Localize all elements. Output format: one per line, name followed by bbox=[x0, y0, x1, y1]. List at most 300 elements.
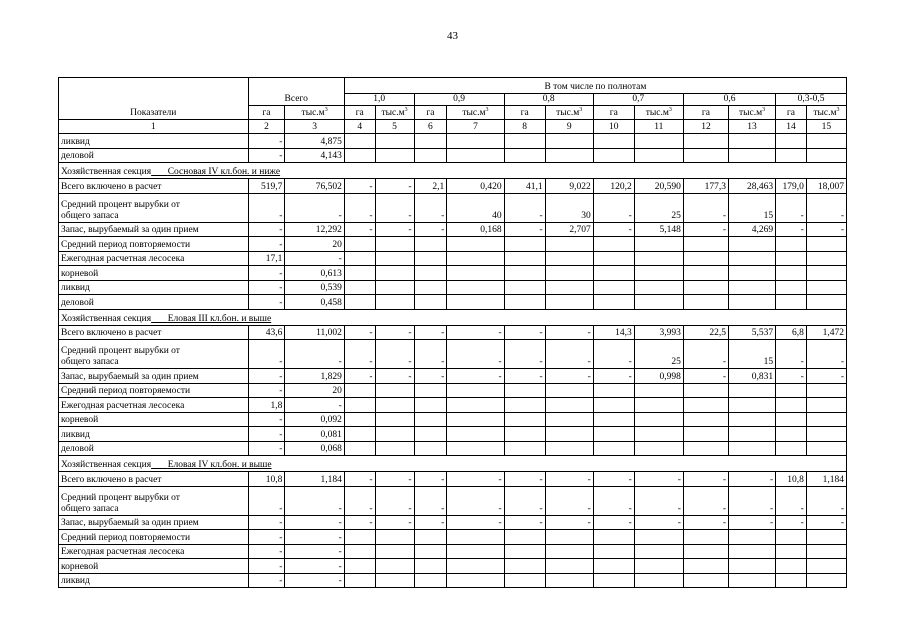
table-cell: - bbox=[593, 222, 634, 237]
table-cell: - bbox=[806, 222, 846, 237]
table-cell: 20 bbox=[285, 383, 344, 398]
table-cell: - bbox=[344, 222, 375, 237]
table-cell: 0,081 bbox=[285, 427, 344, 442]
row-label bbox=[59, 383, 249, 398]
table-cell: - bbox=[344, 486, 375, 515]
header-density-5: 0,6 bbox=[683, 94, 775, 106]
section-header-row bbox=[59, 309, 847, 325]
row-label-text: Средний период повторяемости bbox=[61, 239, 191, 250]
table-cell: - bbox=[776, 222, 807, 237]
row-label-text: Средний процент вырубки от bbox=[61, 199, 180, 210]
header-unit-volume bbox=[285, 106, 344, 120]
table-cell bbox=[545, 251, 593, 266]
table-cell bbox=[375, 573, 414, 588]
table-cell bbox=[634, 383, 683, 398]
table-cell: - bbox=[545, 515, 593, 530]
header-unit-volume bbox=[545, 106, 593, 120]
table-cell bbox=[728, 266, 775, 281]
table-cell: - bbox=[593, 193, 634, 222]
table-cell: - bbox=[248, 383, 285, 398]
row-label-text: корневой bbox=[61, 268, 99, 279]
table-cell: - bbox=[447, 486, 504, 515]
table-cell: - bbox=[683, 486, 728, 515]
row-label-text: Средний процент вырубки от bbox=[61, 492, 180, 503]
table-cell bbox=[634, 544, 683, 559]
table-cell bbox=[634, 280, 683, 295]
table-row bbox=[59, 573, 847, 588]
table-cell bbox=[593, 573, 634, 588]
table-row bbox=[59, 340, 847, 369]
header-unit-volume bbox=[806, 106, 846, 120]
row-label bbox=[59, 280, 249, 295]
table-cell bbox=[593, 427, 634, 442]
table-cell: - bbox=[375, 472, 414, 487]
table-cell: - bbox=[806, 369, 846, 384]
table-cell bbox=[728, 412, 775, 427]
table-cell: - bbox=[248, 544, 285, 559]
unit-superscript: 3 bbox=[485, 106, 489, 113]
table-cell: - bbox=[545, 369, 593, 384]
table-cell: 15 bbox=[728, 193, 775, 222]
table-cell bbox=[344, 530, 375, 545]
table-cell: - bbox=[806, 340, 846, 369]
section-prefix: Хозяйственная секция bbox=[61, 167, 152, 177]
table-cell: - bbox=[806, 515, 846, 530]
table-cell: 41,1 bbox=[504, 179, 545, 194]
table-cell bbox=[504, 398, 545, 413]
table-cell bbox=[728, 573, 775, 588]
row-label bbox=[59, 398, 249, 413]
table-cell: - bbox=[545, 325, 593, 340]
table-cell bbox=[806, 412, 846, 427]
row-label-text-2: общего запаса bbox=[61, 210, 119, 221]
table-cell bbox=[728, 295, 775, 310]
table-cell: 17,1 bbox=[248, 251, 285, 266]
table-cell: 4,269 bbox=[728, 222, 775, 237]
row-label-text: ликвид bbox=[61, 429, 90, 440]
header-unit-ha: га bbox=[344, 106, 375, 120]
table-cell bbox=[728, 251, 775, 266]
table-cell: 40 bbox=[447, 193, 504, 222]
table-cell bbox=[414, 134, 447, 149]
header-unit-volume bbox=[634, 106, 683, 120]
table-cell: - bbox=[728, 486, 775, 515]
table-row bbox=[59, 280, 847, 295]
column-number: 15 bbox=[806, 120, 846, 134]
table-cell bbox=[504, 544, 545, 559]
table-cell bbox=[375, 441, 414, 456]
table-cell bbox=[344, 295, 375, 310]
table-row bbox=[59, 544, 847, 559]
row-label-text: деловой bbox=[61, 444, 94, 454]
table-cell bbox=[776, 412, 807, 427]
table-row bbox=[59, 237, 847, 252]
section-underline bbox=[151, 167, 168, 177]
table-cell bbox=[447, 441, 504, 456]
table-cell bbox=[344, 544, 375, 559]
table-cell bbox=[414, 266, 447, 281]
table-cell bbox=[776, 148, 807, 163]
table-cell bbox=[545, 148, 593, 163]
table-cell bbox=[683, 559, 728, 574]
table-cell: - bbox=[414, 340, 447, 369]
table-cell bbox=[593, 398, 634, 413]
table-cell: - bbox=[776, 369, 807, 384]
table-cell bbox=[683, 134, 728, 149]
table-cell: - bbox=[414, 486, 447, 515]
table-cell bbox=[414, 398, 447, 413]
table-cell: - bbox=[344, 193, 375, 222]
table-cell: 2,1 bbox=[414, 179, 447, 194]
row-label-text: корневой bbox=[61, 561, 99, 572]
row-label-text: деловой bbox=[61, 297, 94, 308]
table-cell bbox=[344, 441, 375, 456]
table-cell: - bbox=[414, 222, 447, 237]
row-label bbox=[59, 441, 249, 456]
table-cell bbox=[375, 530, 414, 545]
table-cell bbox=[375, 251, 414, 266]
table-cell bbox=[776, 544, 807, 559]
column-number: 9 bbox=[545, 120, 593, 134]
table-cell bbox=[375, 266, 414, 281]
table-cell bbox=[375, 427, 414, 442]
table-cell: - bbox=[504, 193, 545, 222]
table-cell: 11,002 bbox=[285, 325, 344, 340]
table-cell bbox=[806, 266, 846, 281]
table-cell: - bbox=[447, 369, 504, 384]
section-underline bbox=[151, 314, 168, 324]
unit-superscript: 3 bbox=[762, 106, 766, 113]
header-total: Всего bbox=[248, 78, 344, 106]
table-cell: 43,6 bbox=[248, 325, 285, 340]
table-row bbox=[59, 530, 847, 545]
table-cell bbox=[806, 280, 846, 295]
page-number: 43 bbox=[447, 30, 458, 42]
header-indicator: Показатели bbox=[59, 78, 249, 120]
table-cell: - bbox=[593, 340, 634, 369]
row-label bbox=[59, 148, 249, 163]
table-row bbox=[59, 427, 847, 442]
table-cell bbox=[344, 251, 375, 266]
row-label-text-2: общего запаса bbox=[61, 357, 119, 367]
table-cell bbox=[414, 148, 447, 163]
table-row bbox=[59, 398, 847, 413]
table-cell: 15 bbox=[728, 340, 775, 369]
table-cell: - bbox=[344, 472, 375, 487]
table-cell bbox=[683, 266, 728, 281]
table-cell bbox=[414, 251, 447, 266]
table-cell bbox=[634, 573, 683, 588]
table-cell bbox=[634, 559, 683, 574]
section-name: Еловая III кл.бон. и выше bbox=[167, 313, 272, 324]
table-cell bbox=[728, 280, 775, 295]
section-name: Сосновая IV кл.бон. и ниже bbox=[167, 167, 281, 177]
row-label-text: Ежегодная расчетная лесосека bbox=[61, 400, 185, 411]
row-label bbox=[59, 530, 249, 545]
table-cell bbox=[593, 148, 634, 163]
table-cell bbox=[593, 237, 634, 252]
column-number: 14 bbox=[776, 120, 807, 134]
table-cell bbox=[683, 427, 728, 442]
table-cell: - bbox=[285, 544, 344, 559]
table-cell bbox=[634, 251, 683, 266]
table-row bbox=[59, 515, 847, 530]
table-cell: 22,5 bbox=[683, 325, 728, 340]
table-cell bbox=[593, 544, 634, 559]
table-cell: 28,463 bbox=[728, 179, 775, 194]
row-label bbox=[59, 427, 249, 442]
table-cell bbox=[447, 530, 504, 545]
row-label bbox=[59, 559, 249, 574]
table-cell bbox=[776, 383, 807, 398]
section-title bbox=[59, 309, 847, 325]
table-cell bbox=[728, 398, 775, 413]
header-density-4: 0,7 bbox=[593, 94, 683, 106]
unit-text: тыс.м bbox=[301, 108, 325, 118]
table-cell: - bbox=[776, 515, 807, 530]
table-cell bbox=[447, 544, 504, 559]
row-label bbox=[59, 325, 249, 340]
table-cell bbox=[414, 280, 447, 295]
table-cell: - bbox=[683, 222, 728, 237]
table-cell: - bbox=[344, 340, 375, 369]
table-cell: 20 bbox=[285, 237, 344, 252]
table-cell bbox=[806, 544, 846, 559]
table-cell bbox=[683, 251, 728, 266]
table-cell: 0,613 bbox=[285, 266, 344, 281]
table-cell bbox=[634, 148, 683, 163]
table-cell: - bbox=[593, 486, 634, 515]
table-cell: 12,292 bbox=[285, 222, 344, 237]
table-row bbox=[59, 441, 847, 456]
table-cell bbox=[683, 148, 728, 163]
table-row bbox=[59, 559, 847, 574]
table-cell: - bbox=[285, 193, 344, 222]
table-cell: - bbox=[344, 325, 375, 340]
table-cell bbox=[545, 280, 593, 295]
table-cell bbox=[375, 383, 414, 398]
table-cell: - bbox=[414, 472, 447, 487]
row-label bbox=[59, 193, 249, 222]
table-cell: 14,3 bbox=[593, 325, 634, 340]
table-cell bbox=[683, 398, 728, 413]
table-cell bbox=[634, 266, 683, 281]
table-cell: 5,148 bbox=[634, 222, 683, 237]
table-cell bbox=[728, 134, 775, 149]
table-cell: 18,007 bbox=[806, 179, 846, 194]
table-cell: - bbox=[344, 515, 375, 530]
column-number: 8 bbox=[504, 120, 545, 134]
table-cell: 25 bbox=[634, 340, 683, 369]
table-cell bbox=[683, 441, 728, 456]
table-cell bbox=[344, 398, 375, 413]
section-prefix: Хозяйственная секция bbox=[61, 460, 152, 470]
table-cell bbox=[375, 398, 414, 413]
table-row bbox=[59, 222, 847, 237]
table-cell: - bbox=[447, 340, 504, 369]
table-cell: - bbox=[285, 251, 344, 266]
table-cell bbox=[806, 251, 846, 266]
table-cell bbox=[806, 441, 846, 456]
table-cell: - bbox=[634, 515, 683, 530]
header-unit-ha: га bbox=[776, 106, 807, 120]
row-label-text: Ежегодная расчетная лесосека bbox=[61, 547, 185, 557]
table-cell: - bbox=[683, 340, 728, 369]
table-cell: - bbox=[285, 559, 344, 574]
table-cell bbox=[806, 427, 846, 442]
table-cell: 4,143 bbox=[285, 148, 344, 163]
table-cell bbox=[593, 295, 634, 310]
table-cell bbox=[447, 559, 504, 574]
table-cell bbox=[683, 573, 728, 588]
table-cell bbox=[504, 412, 545, 427]
table-cell: - bbox=[248, 148, 285, 163]
row-label-text: ликвид bbox=[61, 136, 90, 147]
table-row bbox=[59, 266, 847, 281]
table-cell: - bbox=[375, 193, 414, 222]
table-cell: 0,420 bbox=[447, 179, 504, 194]
header-unit-ha: га bbox=[683, 106, 728, 120]
row-label bbox=[59, 573, 249, 588]
table-cell: 10,8 bbox=[776, 472, 807, 487]
row-label-text: Всего включено в расчет bbox=[61, 328, 162, 338]
table-cell: 0,068 bbox=[285, 441, 344, 456]
unit-superscript: 3 bbox=[836, 106, 840, 113]
table-cell bbox=[504, 295, 545, 310]
table-cell: 1,184 bbox=[806, 472, 846, 487]
section-header-row bbox=[59, 456, 847, 472]
row-label-text: Средний период повторяемости bbox=[61, 386, 191, 396]
header-density-2: 0,9 bbox=[414, 94, 504, 106]
table-cell: - bbox=[545, 340, 593, 369]
column-number: 1 bbox=[59, 120, 249, 134]
table-cell bbox=[504, 441, 545, 456]
table-cell: - bbox=[248, 515, 285, 530]
table-cell: 4,875 bbox=[285, 134, 344, 149]
table-cell: 2,707 bbox=[545, 222, 593, 237]
column-number: 2 bbox=[248, 120, 285, 134]
table-cell bbox=[414, 412, 447, 427]
row-label bbox=[59, 237, 249, 252]
unit-text: тыс.м bbox=[813, 108, 837, 118]
table-cell bbox=[806, 295, 846, 310]
table-cell: 30 bbox=[545, 193, 593, 222]
table-cell: 0,831 bbox=[728, 369, 775, 384]
table-cell: - bbox=[248, 441, 285, 456]
table-cell bbox=[593, 412, 634, 427]
table-cell bbox=[414, 441, 447, 456]
table-cell: 120,2 bbox=[593, 179, 634, 194]
table-cell bbox=[545, 134, 593, 149]
table-cell bbox=[414, 530, 447, 545]
table-cell bbox=[545, 559, 593, 574]
unit-superscript: 3 bbox=[324, 106, 328, 113]
row-label bbox=[59, 222, 249, 237]
table-cell: - bbox=[728, 472, 775, 487]
table-cell: 1,8 bbox=[248, 398, 285, 413]
table-cell: - bbox=[248, 530, 285, 545]
table-cell bbox=[504, 148, 545, 163]
unit-superscript: 3 bbox=[579, 106, 583, 113]
table-cell: - bbox=[806, 486, 846, 515]
table-cell: - bbox=[504, 486, 545, 515]
table-cell: - bbox=[504, 325, 545, 340]
table-cell bbox=[776, 573, 807, 588]
table-cell: 0,539 bbox=[285, 280, 344, 295]
table-cell bbox=[545, 383, 593, 398]
table-row bbox=[59, 369, 847, 384]
row-label bbox=[59, 266, 249, 281]
column-number: 6 bbox=[414, 120, 447, 134]
table-cell: - bbox=[375, 325, 414, 340]
table-cell bbox=[806, 559, 846, 574]
table-cell: - bbox=[344, 179, 375, 194]
header-including: В том числе по полнотам bbox=[344, 78, 846, 94]
table-cell bbox=[683, 530, 728, 545]
table-cell bbox=[728, 544, 775, 559]
table-cell bbox=[447, 266, 504, 281]
table-cell bbox=[414, 544, 447, 559]
table-cell bbox=[414, 559, 447, 574]
table-cell bbox=[447, 134, 504, 149]
table-cell: 519,7 bbox=[248, 179, 285, 194]
table-cell: - bbox=[545, 486, 593, 515]
table-cell bbox=[728, 559, 775, 574]
table-cell: - bbox=[285, 340, 344, 369]
table-cell bbox=[634, 134, 683, 149]
row-label-text: ликвид bbox=[61, 283, 90, 293]
table-cell bbox=[504, 383, 545, 398]
table-cell: - bbox=[504, 515, 545, 530]
table-cell bbox=[634, 295, 683, 310]
table-cell bbox=[545, 441, 593, 456]
row-label bbox=[59, 544, 249, 559]
unit-superscript: 3 bbox=[668, 106, 672, 113]
table-cell bbox=[776, 559, 807, 574]
table-cell: - bbox=[248, 559, 285, 574]
row-label-text: Всего включено в расчет bbox=[61, 474, 162, 485]
table-cell bbox=[414, 295, 447, 310]
table-cell bbox=[776, 134, 807, 149]
table-cell bbox=[375, 559, 414, 574]
header-density-6: 0,3-0,5 bbox=[776, 94, 847, 106]
table-cell bbox=[504, 559, 545, 574]
table-cell bbox=[593, 383, 634, 398]
table-cell bbox=[545, 573, 593, 588]
table-cell: 3,993 bbox=[634, 325, 683, 340]
section-underline bbox=[151, 460, 168, 470]
table-cell: 0,998 bbox=[634, 369, 683, 384]
table-cell: 0,092 bbox=[285, 412, 344, 427]
table-cell bbox=[728, 237, 775, 252]
table-row bbox=[59, 412, 847, 427]
table-cell bbox=[776, 530, 807, 545]
row-label-text: деловой bbox=[61, 151, 94, 161]
row-label-text: Средний период повторяемости bbox=[61, 532, 191, 543]
table-cell: - bbox=[414, 515, 447, 530]
row-label-text: Запас, вырубаемый за один прием bbox=[61, 371, 199, 382]
table-cell: 20,590 bbox=[634, 179, 683, 194]
table-cell bbox=[545, 412, 593, 427]
table-cell bbox=[414, 383, 447, 398]
table-cell bbox=[728, 148, 775, 163]
table-cell bbox=[344, 383, 375, 398]
header-unit-ha: га bbox=[504, 106, 545, 120]
table-cell bbox=[545, 398, 593, 413]
table-cell: - bbox=[593, 472, 634, 487]
table-cell bbox=[806, 148, 846, 163]
table-cell: - bbox=[504, 472, 545, 487]
